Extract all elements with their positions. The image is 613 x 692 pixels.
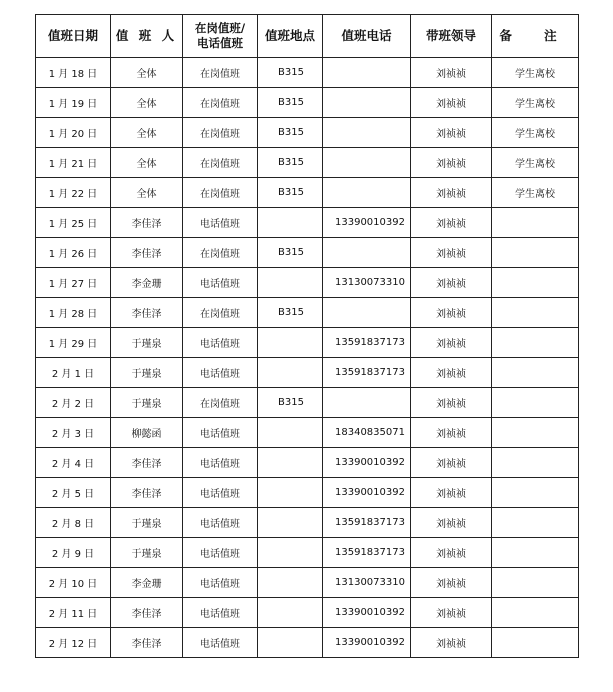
cell-date: 2 月 5 日 <box>36 478 111 508</box>
header-row <box>36 15 579 58</box>
cell-date: 2 月 1 日 <box>36 358 111 388</box>
cell-location <box>258 208 323 238</box>
cell-phone <box>323 298 411 328</box>
duty-table <box>35 14 579 658</box>
cell-leader: 刘祯祯 <box>411 118 492 148</box>
table-row <box>36 118 579 148</box>
cell-location <box>258 268 323 298</box>
cell-mode: 电话值班 <box>183 268 258 298</box>
cell-note <box>492 328 579 358</box>
cell-leader: 刘祯祯 <box>411 568 492 598</box>
header-note-label: 备 注 <box>499 28 571 43</box>
table-row <box>36 508 579 538</box>
table-row <box>36 148 579 178</box>
cell-leader: 刘祯祯 <box>411 88 492 118</box>
cell-phone: 13390010392 <box>323 628 411 658</box>
cell-location <box>258 508 323 538</box>
table-row <box>36 298 579 328</box>
cell-location: B315 <box>258 118 323 148</box>
cell-date: 1 月 21 日 <box>36 148 111 178</box>
cell-location: B315 <box>258 238 323 268</box>
cell-date: 1 月 18 日 <box>36 58 111 88</box>
cell-date: 2 月 8 日 <box>36 508 111 538</box>
cell-phone: 13130073310 <box>323 568 411 598</box>
cell-leader: 刘祯祯 <box>411 178 492 208</box>
table-row <box>36 538 579 568</box>
table-row <box>36 568 579 598</box>
cell-location <box>258 568 323 598</box>
cell-mode: 在岗值班 <box>183 178 258 208</box>
header-person-label: 值 班 人 <box>115 28 178 43</box>
cell-mode: 电话值班 <box>183 208 258 238</box>
cell-location <box>258 418 323 448</box>
cell-date: 1 月 29 日 <box>36 328 111 358</box>
cell-mode: 电话值班 <box>183 538 258 568</box>
cell-phone: 13591837173 <box>323 358 411 388</box>
cell-person: 全体 <box>111 118 183 148</box>
cell-date: 2 月 4 日 <box>36 448 111 478</box>
cell-mode: 电话值班 <box>183 568 258 598</box>
cell-date: 2 月 3 日 <box>36 418 111 448</box>
cell-date: 2 月 9 日 <box>36 538 111 568</box>
cell-leader: 刘祯祯 <box>411 298 492 328</box>
cell-leader: 刘祯祯 <box>411 478 492 508</box>
table-row <box>36 628 579 658</box>
cell-mode: 电话值班 <box>183 448 258 478</box>
cell-person: 于瑾泉 <box>111 358 183 388</box>
table-row <box>36 208 579 238</box>
table-row <box>36 268 579 298</box>
cell-mode: 电话值班 <box>183 328 258 358</box>
table-row <box>36 478 579 508</box>
cell-phone: 13591837173 <box>323 508 411 538</box>
cell-person: 全体 <box>111 58 183 88</box>
cell-date: 1 月 26 日 <box>36 238 111 268</box>
cell-mode: 电话值班 <box>183 418 258 448</box>
cell-mode: 电话值班 <box>183 598 258 628</box>
cell-note <box>492 598 579 628</box>
cell-person: 全体 <box>111 88 183 118</box>
cell-date: 1 月 27 日 <box>36 268 111 298</box>
cell-date: 1 月 28 日 <box>36 298 111 328</box>
cell-leader: 刘祯祯 <box>411 388 492 418</box>
cell-note <box>492 358 579 388</box>
header-person <box>111 15 183 58</box>
cell-person: 李佳泽 <box>111 628 183 658</box>
cell-note <box>492 238 579 268</box>
cell-mode: 在岗值班 <box>183 388 258 418</box>
cell-location <box>258 448 323 478</box>
cell-phone: 13390010392 <box>323 208 411 238</box>
cell-note <box>492 568 579 598</box>
cell-note <box>492 388 579 418</box>
cell-note: 学生离校 <box>492 148 579 178</box>
cell-mode: 在岗值班 <box>183 238 258 268</box>
cell-date: 1 月 25 日 <box>36 208 111 238</box>
cell-person: 于瑾泉 <box>111 388 183 418</box>
cell-phone <box>323 178 411 208</box>
cell-location <box>258 478 323 508</box>
cell-phone <box>323 58 411 88</box>
cell-note: 学生离校 <box>492 58 579 88</box>
cell-phone: 13390010392 <box>323 478 411 508</box>
cell-location <box>258 628 323 658</box>
cell-mode: 电话值班 <box>183 478 258 508</box>
cell-phone: 13591837173 <box>323 328 411 358</box>
cell-leader: 刘祯祯 <box>411 358 492 388</box>
cell-location: B315 <box>258 178 323 208</box>
cell-mode: 在岗值班 <box>183 148 258 178</box>
cell-location <box>258 358 323 388</box>
cell-note <box>492 628 579 658</box>
table-row <box>36 88 579 118</box>
table-row <box>36 328 579 358</box>
header-phone: 值班电话 <box>323 15 411 58</box>
cell-location <box>258 598 323 628</box>
cell-leader: 刘祯祯 <box>411 328 492 358</box>
table-row <box>36 178 579 208</box>
cell-phone <box>323 88 411 118</box>
cell-person: 全体 <box>111 148 183 178</box>
cell-person: 李佳泽 <box>111 478 183 508</box>
cell-note: 学生离校 <box>492 178 579 208</box>
cell-person: 李佳泽 <box>111 238 183 268</box>
cell-mode: 在岗值班 <box>183 298 258 328</box>
cell-location: B315 <box>258 148 323 178</box>
table-row <box>36 418 579 448</box>
cell-person: 于瑾泉 <box>111 328 183 358</box>
cell-date: 1 月 20 日 <box>36 118 111 148</box>
cell-mode: 在岗值班 <box>183 58 258 88</box>
cell-leader: 刘祯祯 <box>411 598 492 628</box>
cell-mode: 电话值班 <box>183 358 258 388</box>
header-date: 值班日期 <box>36 15 111 58</box>
cell-note <box>492 538 579 568</box>
cell-leader: 刘祯祯 <box>411 268 492 298</box>
cell-note <box>492 298 579 328</box>
cell-phone <box>323 388 411 418</box>
cell-location: B315 <box>258 388 323 418</box>
cell-mode: 在岗值班 <box>183 118 258 148</box>
cell-location: B315 <box>258 58 323 88</box>
cell-leader: 刘祯祯 <box>411 238 492 268</box>
cell-mode: 电话值班 <box>183 508 258 538</box>
cell-location <box>258 538 323 568</box>
cell-mode: 电话值班 <box>183 628 258 658</box>
cell-phone: 13130073310 <box>323 268 411 298</box>
cell-phone: 13390010392 <box>323 448 411 478</box>
header-note <box>492 15 579 58</box>
cell-person: 李金珊 <box>111 268 183 298</box>
cell-date: 1 月 19 日 <box>36 88 111 118</box>
cell-phone <box>323 148 411 178</box>
table-row <box>36 388 579 418</box>
cell-note <box>492 478 579 508</box>
cell-phone <box>323 238 411 268</box>
table-row <box>36 238 579 268</box>
cell-date: 2 月 10 日 <box>36 568 111 598</box>
cell-note <box>492 418 579 448</box>
cell-leader: 刘祯祯 <box>411 208 492 238</box>
table-row <box>36 448 579 478</box>
cell-date: 2 月 11 日 <box>36 598 111 628</box>
cell-person: 李佳泽 <box>111 598 183 628</box>
cell-person: 李金珊 <box>111 568 183 598</box>
cell-note <box>492 208 579 238</box>
header-mode-line1: 在岗值班/ <box>194 21 246 35</box>
cell-date: 1 月 22 日 <box>36 178 111 208</box>
cell-person: 李佳泽 <box>111 208 183 238</box>
cell-leader: 刘祯祯 <box>411 538 492 568</box>
cell-leader: 刘祯祯 <box>411 508 492 538</box>
table-body <box>36 58 579 658</box>
cell-date: 2 月 12 日 <box>36 628 111 658</box>
cell-person: 李佳泽 <box>111 448 183 478</box>
header-mode-line2: 电话值班 <box>197 36 243 50</box>
header-location: 值班地点 <box>258 15 323 58</box>
cell-person: 柳懿函 <box>111 418 183 448</box>
cell-location <box>258 328 323 358</box>
cell-leader: 刘祯祯 <box>411 148 492 178</box>
cell-phone: 18340835071 <box>323 418 411 448</box>
cell-person: 于瑾泉 <box>111 538 183 568</box>
cell-note <box>492 268 579 298</box>
cell-location: B315 <box>258 298 323 328</box>
cell-person: 李佳泽 <box>111 298 183 328</box>
cell-phone: 13591837173 <box>323 538 411 568</box>
cell-person: 全体 <box>111 178 183 208</box>
header-leader: 带班领导 <box>411 15 492 58</box>
cell-leader: 刘祯祯 <box>411 418 492 448</box>
cell-person: 于瑾泉 <box>111 508 183 538</box>
cell-mode: 在岗值班 <box>183 88 258 118</box>
cell-date: 2 月 2 日 <box>36 388 111 418</box>
cell-leader: 刘祯祯 <box>411 628 492 658</box>
cell-leader: 刘祯祯 <box>411 58 492 88</box>
cell-leader: 刘祯祯 <box>411 448 492 478</box>
cell-note: 学生离校 <box>492 118 579 148</box>
duty-schedule <box>35 14 579 658</box>
header-mode <box>183 15 258 58</box>
cell-note <box>492 508 579 538</box>
cell-phone: 13390010392 <box>323 598 411 628</box>
cell-note <box>492 448 579 478</box>
table-row <box>36 58 579 88</box>
table-row <box>36 358 579 388</box>
cell-note: 学生离校 <box>492 88 579 118</box>
table-row <box>36 598 579 628</box>
cell-phone <box>323 118 411 148</box>
cell-location: B315 <box>258 88 323 118</box>
